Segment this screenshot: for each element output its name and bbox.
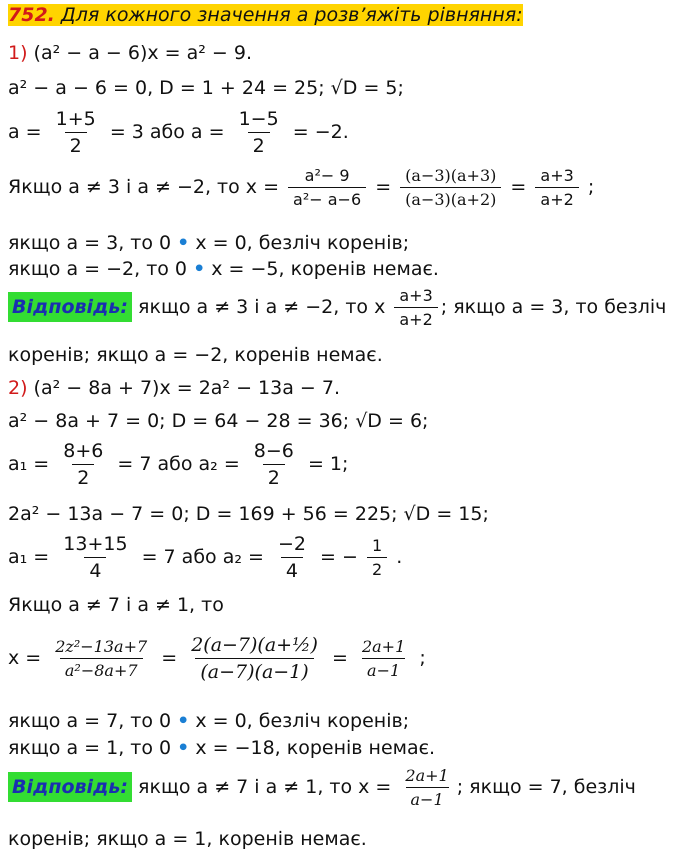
answer-badge: Відповідь: [8, 292, 132, 322]
part2-case-b: якщо a = 1, то 0 • x = −18, коренів немає. [8, 737, 436, 759]
multiplication-dot-icon: • [177, 232, 190, 254]
fraction: $\frac{a+3}{a+2}$ [394, 286, 437, 329]
part1-roots: a = $\frac{1+5}{2}$ = 3 або a = $\frac{1-5}{2}$ = −2. [8, 108, 349, 157]
part1-general-solution: Якщо a ≠ 3 і a ≠ −2, то x = $\frac{\text{a²− 9}}{\text{a²− a−6}}$ = $\frac{(a-3)(a+3)}{(a-3)(a+2)}$ = $\frac{a+3}{a+2}$ ; [8, 166, 595, 209]
part2-equation [8, 377, 340, 399]
part2-answer-line2: коренів; якщо a = 1, коренів немає. [8, 828, 367, 850]
multiplication-dot-icon: • [177, 737, 190, 759]
fraction: $\frac{a+3}{a+2}$ [535, 166, 578, 209]
fraction: $\frac{\text{2(a−7)(a+½)}}{(a-7)(a-1)}$ [191, 634, 318, 683]
task-header [8, 4, 523, 26]
part1-case-a: якщо a = 3, то 0 • x = 0, безліч коренів; [8, 232, 410, 254]
fraction: $\frac{13+15}{4}$ [63, 533, 128, 582]
part1-equation-text: (a² − a − 6)x = a² − 9. [27, 42, 252, 64]
multiplication-dot-icon: • [177, 710, 190, 732]
part2-discriminant-2: 2a² − 13a − 7 = 0; D = 169 + 56 = 225; √D = 15; [8, 503, 489, 525]
part2-equation-text: (a² − 8a + 7)x = 2a² − 13a − 7. [27, 377, 340, 399]
part2-roots-1: a₁ = $\frac{8+6}{2}$ = 7 або a₂ = $\frac{8-6}{2}$ = 1; [8, 440, 349, 489]
part2-case-a: якщо a = 7, то 0 • x = 0, безліч коренів; [8, 710, 410, 732]
fraction: $\frac{1+5}{2}$ [55, 108, 96, 157]
part2-general-solution: x = $\frac{\text{2z²−13a+7}}{\text{a²−8a+7}}$ = $\frac{\text{2(a−7)(a+½)}}{(a-7)(a-1)}$ = $\frac{2a+1}{a-1}$ ; [8, 634, 426, 683]
part1-discriminant: a² − a − 6 = 0, D = 1 + 24 = 25; √D = 5; [8, 77, 404, 99]
task-title: Для кожного значення а розв’яжіть рівняння: [54, 4, 523, 26]
part1-answer: Відповідь: якщо a ≠ 3 і a ≠ −2, то x $\frac{a+3}{a+2}$ ; якщо a = 3, то безліч [8, 286, 666, 329]
fraction: $\frac{\text{2z²−13a+7}}{\text{a²−8a+7}}$ [55, 637, 148, 680]
fraction: $\frac{8-6}{2}$ [253, 440, 294, 489]
part2-roots-2: a₁ = $\frac{13+15}{4}$ = 7 або a₂ = $\frac{-2}{4}$ = − $\frac{1}{2}$ . [8, 533, 403, 582]
fraction: $\frac{2a+1}{a-1}$ [361, 637, 406, 680]
fraction: $\frac{-2}{4}$ [277, 533, 306, 582]
task-header-highlight [8, 4, 523, 26]
part1-label: 1) [8, 42, 28, 64]
part1-answer-line2: коренів; якщо a = −2, коренів немає. [8, 344, 383, 366]
part2-discriminant-1: a² − 8a + 7 = 0; D = 64 − 28 = 36; √D = 6; [8, 410, 429, 432]
answer-badge: Відповідь: [8, 772, 132, 802]
part2-label: 2) [8, 377, 28, 399]
fraction: $\frac{8+6}{2}$ [63, 440, 104, 489]
fraction: $\frac{(a-3)(a+3)}{(a-3)(a+2)}$ [400, 166, 501, 209]
fraction: $\frac{\text{a²− 9}}{\text{a²− a−6}}$ [288, 166, 366, 209]
part1-case-b: якщо a = −2, то 0 • x = −5, коренів немає. [8, 258, 439, 280]
fraction: $\frac{1}{2}$ [367, 536, 387, 579]
part1-equation [8, 42, 252, 64]
part2-answer: Відповідь: якщо a ≠ 7 і a ≠ 1, то x = $\frac{2a+1}{a-1}$ ; якщо = 7, безліч [8, 766, 636, 809]
fraction: $\frac{1-5}{2}$ [238, 108, 279, 157]
multiplication-dot-icon: • [193, 258, 206, 280]
task-number: 752. [8, 4, 55, 26]
part2-condition: Якщо a ≠ 7 і a ≠ 1, то [8, 594, 224, 616]
fraction: $\frac{2a+1}{a-1}$ [405, 766, 449, 809]
